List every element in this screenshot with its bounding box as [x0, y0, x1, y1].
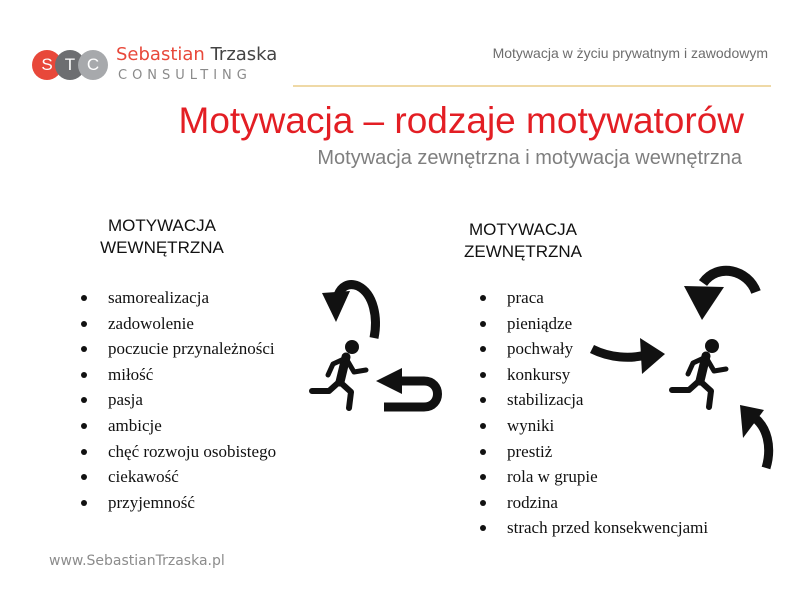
internal-heading-line1: MOTYWACJA — [108, 216, 216, 235]
external-motivation-figure — [585, 260, 775, 475]
running-person-icon — [672, 339, 726, 407]
company-logo — [30, 44, 278, 88]
logo-circle-t: T — [55, 50, 85, 80]
curved-arrow-icon — [684, 271, 756, 320]
external-heading-line1: MOTYWACJA — [469, 220, 577, 239]
running-person-icon — [312, 340, 366, 408]
list-item: konkursy — [477, 362, 708, 388]
internal-heading-line2: WEWNĘTRZNA — [100, 238, 224, 257]
list-item: ciekawość — [78, 464, 276, 490]
list-item: wyniki — [477, 413, 708, 439]
list-item: stabilizacja — [477, 387, 708, 413]
internal-motivators-list — [78, 285, 276, 515]
list-item: poczucie przynależności — [78, 336, 276, 362]
list-item: rodzina — [477, 490, 708, 516]
list-item: chęć rozwoju osobistego — [78, 439, 276, 465]
list-item: pasja — [78, 387, 276, 413]
list-item: ambicje — [78, 413, 276, 439]
header-subject: Motywacja w życiu prywatnym i zawodowym — [492, 45, 768, 61]
brand-name-first: Sebastian — [116, 44, 205, 65]
external-motivation-heading — [444, 219, 602, 263]
list-item: zadowolenie — [78, 311, 276, 337]
u-turn-arrow-icon — [376, 368, 438, 407]
list-item: przyjemność — [78, 490, 276, 516]
slide-subtitle: Motywacja zewnętrzna i motywacja wewnętrzna — [317, 147, 742, 169]
logo-circle-c: C — [78, 50, 108, 80]
list-item: miłość — [78, 362, 276, 388]
list-item: pochwały — [477, 336, 708, 362]
list-item: pieniądze — [477, 311, 708, 337]
logo-circle-s: S — [32, 50, 62, 80]
slide-title: Motywacja – rodzaje motywatorów — [178, 100, 744, 141]
brand-tagline: CONSULTING — [118, 68, 252, 83]
external-heading-line2: ZEWNĘTRZNA — [463, 242, 583, 261]
internal-motivation-figure — [300, 275, 450, 425]
list-item: samorealizacja — [78, 285, 276, 311]
list-item: strach przed konsekwencjami — [477, 515, 708, 541]
curved-arrow-icon — [740, 405, 769, 468]
header-divider — [293, 85, 771, 87]
internal-motivation-heading — [82, 215, 242, 259]
curved-arrow-icon — [322, 285, 375, 338]
list-item: rola w grupie — [477, 464, 708, 490]
list-item: praca — [477, 285, 708, 311]
brand-name — [116, 44, 277, 65]
brand-name-last: Trzaska — [210, 44, 278, 65]
footer-website-url: www.SebastianTrzaska.pl — [49, 553, 225, 569]
curved-arrow-icon — [592, 338, 665, 374]
list-item: prestiż — [477, 439, 708, 465]
